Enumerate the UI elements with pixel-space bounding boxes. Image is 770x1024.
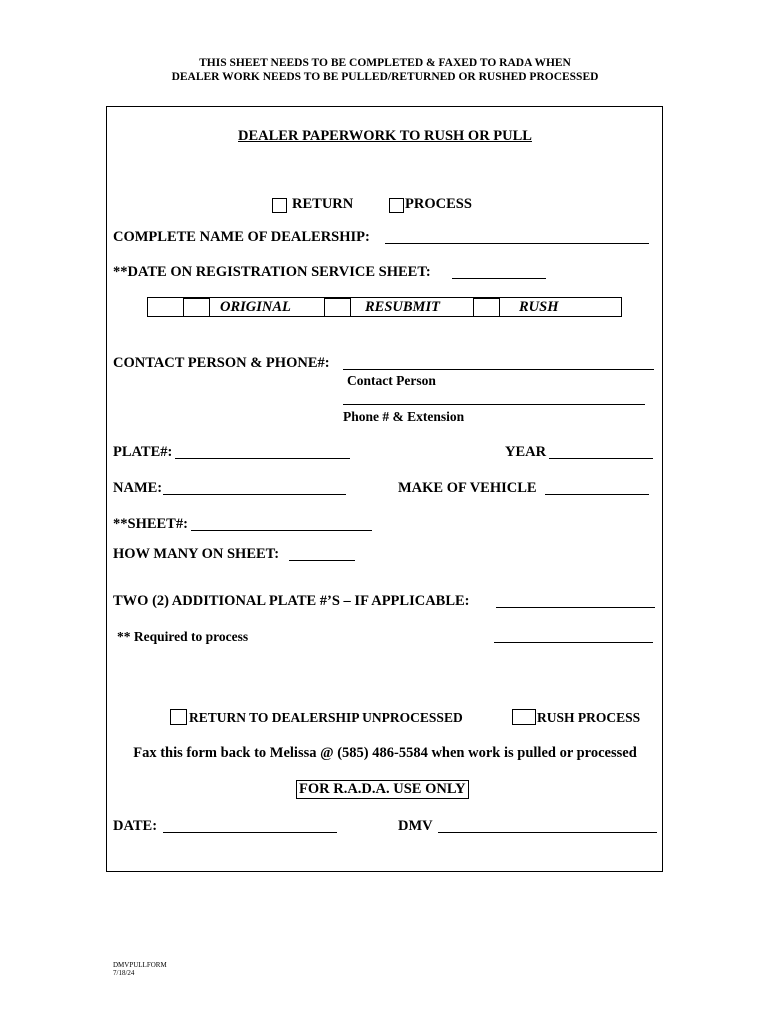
- required-note: ** Required to process: [117, 629, 249, 644]
- date-registration-field[interactable]: [452, 278, 546, 279]
- plate-field[interactable]: [175, 458, 350, 459]
- how-many-field[interactable]: [289, 560, 355, 561]
- phone-field[interactable]: [343, 404, 645, 405]
- year-field[interactable]: [549, 458, 653, 459]
- dmv-label: DMV: [398, 818, 433, 834]
- additional-plate-1-field[interactable]: [496, 607, 655, 608]
- return-unprocessed-checkbox[interactable]: [170, 709, 187, 725]
- form-date: 7/18/24: [113, 969, 135, 977]
- how-many-label: HOW MANY ON SHEET:: [113, 546, 280, 562]
- fax-instruction: Fax this form back to Melissa @ (585) 486-5584 when work is pulled or processed: [133, 745, 637, 761]
- make-field[interactable]: [545, 494, 649, 495]
- form-id: DMVPULLFORM: [113, 961, 167, 969]
- date-registration-label: **DATE ON REGISTRATION SERVICE SHEET:: [113, 264, 431, 280]
- date-label: DATE:: [113, 818, 158, 834]
- dealership-field[interactable]: [385, 243, 649, 244]
- dealership-label: COMPLETE NAME OF DEALERSHIP:: [113, 229, 370, 245]
- return-unprocessed-label: RETURN TO DEALERSHIP UNPROCESSED: [189, 710, 463, 725]
- rush-process-checkbox[interactable]: [512, 709, 536, 725]
- return-label: RETURN: [292, 196, 354, 212]
- resubmit-checkbox[interactable]: [324, 298, 351, 317]
- original-label: ORIGINAL: [220, 299, 291, 315]
- make-label: MAKE OF VEHICLE: [398, 480, 537, 496]
- form-title: DEALER PAPERWORK TO RUSH OR PULL: [238, 128, 532, 144]
- process-label: PROCESS: [405, 196, 472, 212]
- plate-label: PLATE#:: [113, 444, 173, 460]
- date-field[interactable]: [163, 832, 337, 833]
- additional-plates-label: TWO (2) ADDITIONAL PLATE #’S – IF APPLICABLE:: [113, 593, 470, 609]
- name-field[interactable]: [163, 494, 346, 495]
- sheet-field[interactable]: [191, 530, 372, 531]
- contact-label: CONTACT PERSON & PHONE#:: [113, 355, 330, 371]
- return-checkbox[interactable]: [272, 198, 287, 213]
- rush-process-label: RUSH PROCESS: [537, 710, 641, 725]
- header-line-1: THIS SHEET NEEDS TO BE COMPLETED & FAXED TO RADA WHEN: [199, 57, 571, 69]
- rush-checkbox[interactable]: [473, 298, 500, 317]
- name-label: NAME:: [113, 480, 163, 496]
- sheet-label: **SHEET#:: [113, 516, 188, 532]
- year-label: YEAR: [505, 444, 547, 460]
- phone-caption: Phone # & Extension: [343, 409, 465, 424]
- additional-plate-2-field[interactable]: [494, 642, 653, 643]
- contact-person-field[interactable]: [343, 369, 654, 370]
- header-line-2: DEALER WORK NEEDS TO BE PULLED/RETURNED OR RUSHED PROCESSED: [171, 71, 599, 83]
- rush-label: RUSH: [519, 299, 559, 315]
- process-checkbox[interactable]: [389, 198, 404, 213]
- original-checkbox[interactable]: [183, 298, 210, 317]
- rada-use-only-label: FOR R.A.D.A. USE ONLY: [296, 780, 469, 799]
- resubmit-label: RESUBMIT: [365, 299, 440, 315]
- contact-person-caption: Contact Person: [347, 373, 436, 388]
- dmv-field[interactable]: [438, 832, 657, 833]
